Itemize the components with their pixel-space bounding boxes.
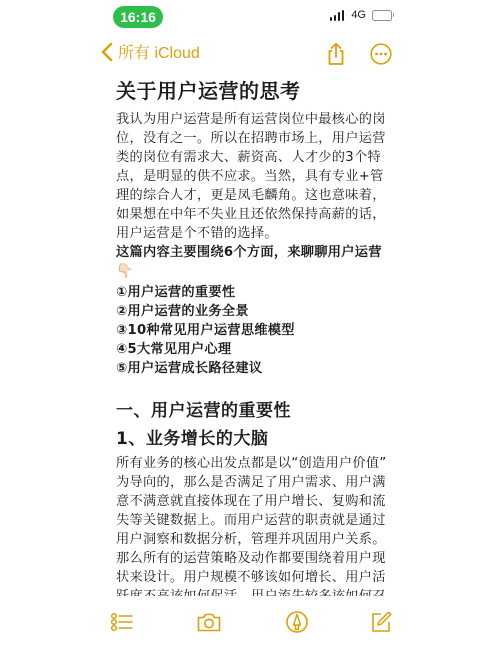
chevron-left-icon [100, 41, 114, 63]
note-body[interactable] [116, 74, 394, 606]
battery-icon [372, 10, 392, 21]
intro-line: 理的综合人才，更是凤毛麟角。这也意味着， [116, 188, 386, 203]
list-item: ①用户运营的重要性 [116, 285, 236, 300]
compose-icon[interactable] [369, 610, 393, 634]
back-button-label: 所有 iCloud [118, 45, 200, 62]
intro-line: 用户运营是个不错的选择。 [116, 226, 278, 241]
intro-line: 类的岗位有需求大、薪资高、人才少的3个特 [116, 150, 381, 165]
section-heading: 一、用户运营的重要性 [116, 401, 291, 421]
list-item: ⑤用户运营成长路径建议 [116, 361, 263, 376]
checklist-icon[interactable] [110, 610, 134, 634]
sub-heading: 1、业务增长的大脑 [116, 429, 269, 449]
back-button[interactable] [100, 40, 200, 63]
body-line: 失等关键数据上。而用户运营的职责就是通过 [116, 513, 386, 528]
network-type: 4G [351, 9, 366, 21]
body-line: 用户洞察和数据分析，管理并巩固用户关系。 [116, 532, 386, 547]
intro-line: 如果想在中年不失业且还依然保持高薪的话， [116, 207, 386, 222]
status-indicators [330, 9, 392, 21]
camera-icon[interactable] [196, 610, 222, 634]
list-item: ④5大常见用户心理 [116, 342, 232, 357]
intro-paragraph [116, 110, 394, 243]
body-line: 意不满意就直接体现在了用户增长、复购和流 [116, 494, 386, 509]
bottom-toolbar [0, 596, 500, 653]
topics-list [116, 283, 394, 378]
nav-bar [0, 34, 500, 74]
signal-icon [330, 10, 345, 21]
list-item: ③10种常见用户运营思维模型 [116, 323, 295, 338]
list-item: ②用户运营的业务全景 [116, 304, 249, 319]
body-line: 为导向的，那么是否满足了用户需求、用户满 [116, 475, 386, 490]
note-title: 关于用户运营的思考 [116, 79, 301, 103]
share-icon[interactable] [325, 42, 347, 66]
intro-line: 点，是明显的供不应求。当然，具有专业+管 [116, 169, 384, 184]
topics-intro: 这篇内容主要围绕6个方面，来聊聊用户运营 [116, 245, 382, 260]
pointing-down-icon: 👇🏻 [116, 263, 134, 279]
intro-line: 位，没有之一。所以在招聘市场上，用户运营 [116, 131, 386, 146]
body-line: 那么所有的运营策略及动作都要围绕着用户现 [116, 551, 386, 566]
body-line: 所有业务的核心出发点都是以“创造用户价值” [116, 456, 387, 471]
intro-line: 我认为用户运营是所有运营岗位中最核心的岗 [116, 112, 386, 127]
status-bar [0, 0, 500, 34]
body-paragraph [116, 454, 394, 606]
body-line: 状来设计。用户规模不够该如何增长、用户活 [116, 570, 386, 585]
status-time: 16:16 [113, 6, 163, 28]
more-icon[interactable] [370, 43, 392, 65]
markup-icon[interactable] [285, 610, 309, 634]
